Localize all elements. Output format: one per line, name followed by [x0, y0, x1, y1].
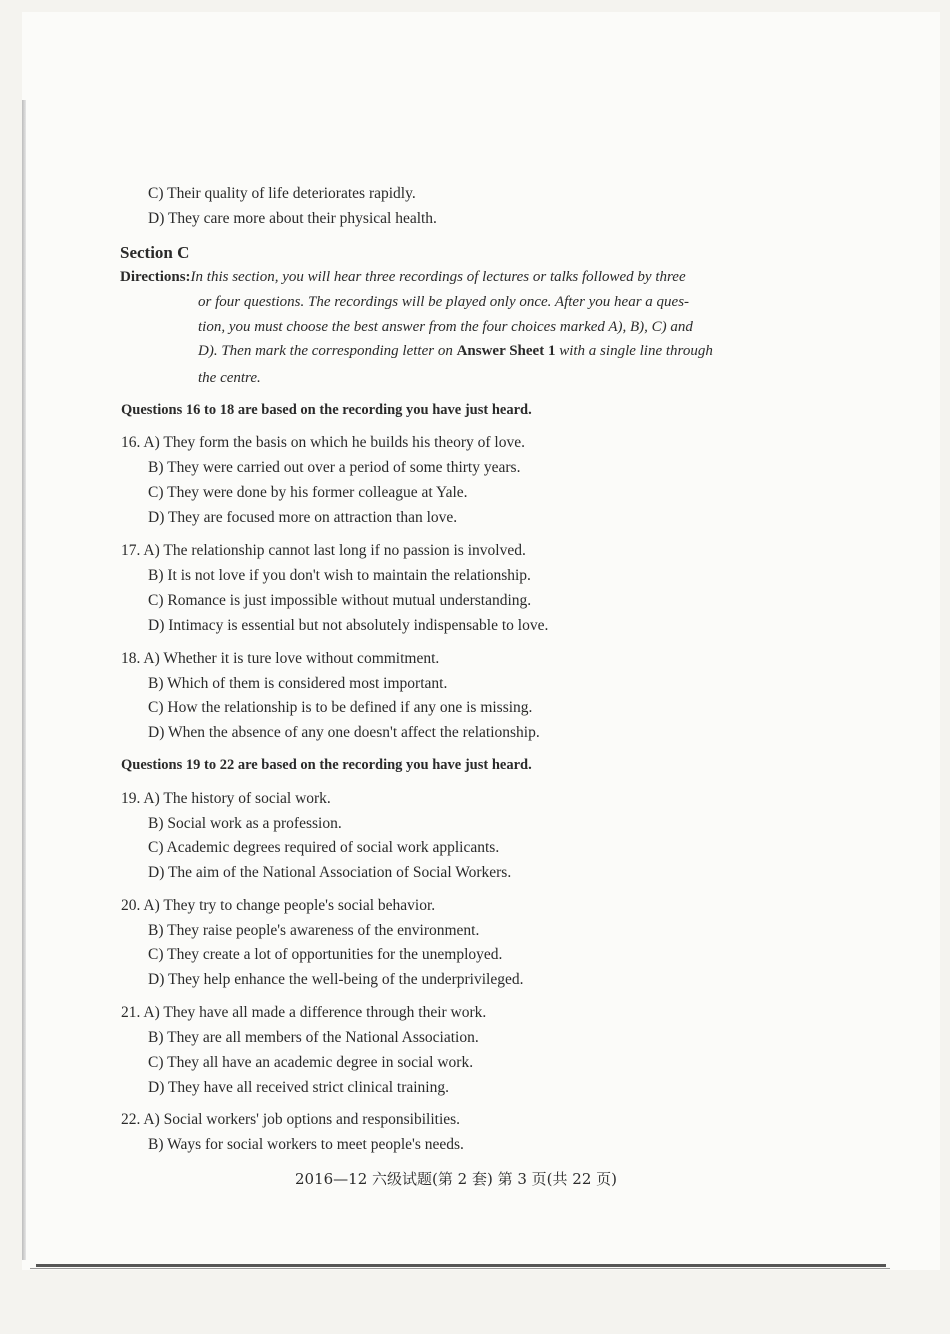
directions-line-3: tion, you must choose the best answer from the four choices marked A), B), C) and — [198, 319, 693, 335]
question-22 — [121, 1111, 460, 1129]
question-18 — [121, 650, 439, 668]
section-title: Section C — [120, 243, 190, 262]
page-bottom-shadow — [30, 1268, 890, 1269]
question-number: 22. — [121, 1111, 141, 1128]
question-number: 19. — [121, 790, 141, 807]
option-c: C) Romance is just impossible without mutual understanding. — [148, 592, 532, 609]
question-19 — [121, 790, 331, 808]
option-d: D) When the absence of any one doesn't affect the relationship. — [148, 724, 540, 741]
question-number: 17. — [121, 542, 141, 559]
question-21 — [121, 1004, 486, 1022]
page-footer: 2016—12 六级试题(第 2 套) 第 3 页(共 22 页) — [295, 1170, 617, 1188]
question-number: 20. — [121, 897, 141, 914]
option-c-prev: C) Their quality of life deteriorates rapidly. — [148, 185, 416, 202]
option-c: C) They create a lot of opportunities for the unemployed. — [148, 946, 503, 963]
option-a: A) They try to change people's social behavior. — [143, 897, 436, 914]
page-bottom-rule — [36, 1264, 886, 1267]
option-c: C) They all have an academic degree in social work. — [148, 1054, 474, 1071]
question-number: 18. — [121, 650, 141, 667]
question-20 — [121, 897, 435, 915]
question-17 — [121, 542, 526, 560]
option-b: B) Which of them is considered most important. — [148, 675, 448, 692]
option-a: A) They form the basis on which he builds his theory of love. — [143, 434, 525, 451]
question-number: 16. — [121, 434, 141, 451]
group-heading-16-18: Questions 16 to 18 are based on the recording you have just heard. — [121, 402, 532, 418]
option-b: B) They were carried out over a period of some thirty years. — [148, 459, 521, 476]
option-b: B) Social work as a profession. — [148, 815, 342, 832]
directions-text-1: In this section, you will hear three recordings of lectures or talks followed by three — [190, 269, 686, 285]
option-c: C) They were done by his former colleague at Yale. — [148, 484, 468, 501]
option-d: D) The aim of the National Association of Social Workers. — [148, 864, 512, 881]
option-d-prev: D) They care more about their physical health. — [148, 210, 437, 227]
option-b: B) Ways for social workers to meet people's needs. — [148, 1136, 464, 1153]
directions-line-1 — [120, 269, 686, 286]
directions-text-4-tail: with a single line through — [555, 343, 713, 359]
directions-line-4 — [198, 343, 713, 360]
option-b: B) They raise people's awareness of the environment. — [148, 922, 480, 939]
option-d: D) They have all received strict clinical training. — [148, 1079, 449, 1096]
directions-line-5: the centre. — [198, 370, 261, 386]
option-a: A) Whether it is ture love without commitment. — [143, 650, 440, 667]
option-b: B) It is not love if you don't wish to maintain the relationship. — [148, 567, 531, 584]
group-heading-19-22: Questions 19 to 22 are based on the recording you have just heard. — [121, 757, 532, 773]
option-c: C) Academic degrees required of social work applicants. — [148, 839, 500, 856]
directions-text-4: D). Then mark the corresponding letter on — [198, 343, 457, 359]
option-b: B) They are all members of the National Association. — [148, 1029, 479, 1046]
directions-label: Directions: — [120, 269, 191, 285]
option-a: A) They have all made a difference through their work. — [143, 1004, 487, 1021]
question-16 — [121, 434, 525, 452]
option-c: C) How the relationship is to be defined if any one is missing. — [148, 699, 533, 716]
answer-sheet-ref: Answer Sheet 1 — [456, 343, 556, 359]
option-a: A) Social workers' job options and responsibilities. — [143, 1111, 461, 1128]
question-number: 21. — [121, 1004, 141, 1021]
directions-line-2: or four questions. The recordings will be played only once. After you hear a ques- — [198, 294, 690, 310]
option-a: A) The relationship cannot last long if no passion is involved. — [143, 542, 526, 559]
option-d: D) They help enhance the well-being of the underprivileged. — [148, 971, 524, 988]
option-d: D) Intimacy is essential but not absolutely indispensable to love. — [148, 617, 549, 634]
page-left-edge — [22, 100, 26, 1260]
option-a: A) The history of social work. — [143, 790, 331, 807]
option-d: D) They are focused more on attraction than love. — [148, 509, 458, 526]
